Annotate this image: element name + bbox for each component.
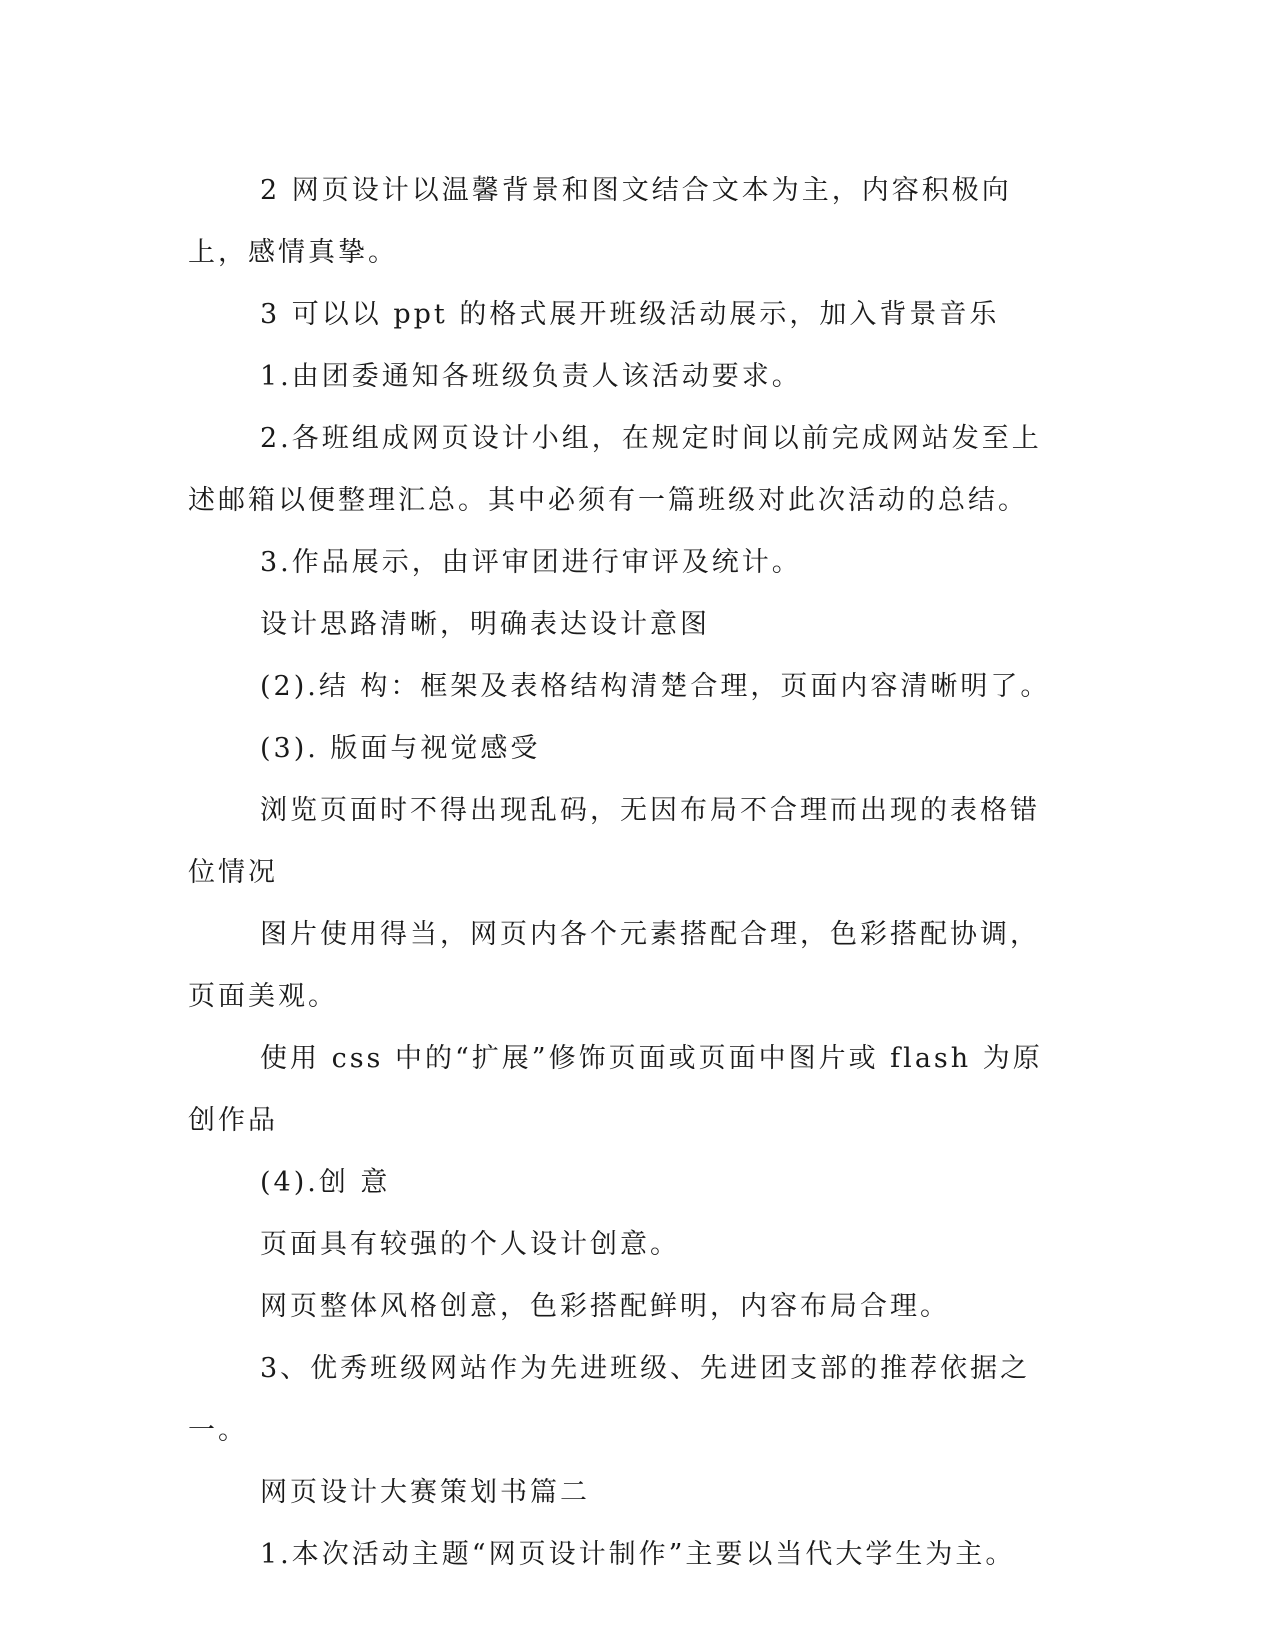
paragraph-recommendation: 3、优秀班级网站作为先进班级、先进团支部的推荐依据之一。 bbox=[188, 1353, 1031, 1446]
paragraph-css: 使用 css 中的“扩展”修饰页面或页面中图片或 flash 为原创作品 bbox=[188, 1043, 1043, 1136]
paragraph-section-title: 网页设计大赛策划书篇二 bbox=[260, 1477, 590, 1508]
paragraph-step-showcase: 3.作品展示，由评审团进行审评及统计。 bbox=[260, 547, 802, 578]
paragraph-creativity-heading: (4).创 意 bbox=[260, 1167, 391, 1198]
paragraph-design-style: 2 网页设计以温馨背景和图文结合文本为主，内容积极向上，感情真挚。 bbox=[188, 175, 1012, 268]
paragraph-ppt-format: 3 可以以 ppt 的格式展开班级活动展示，加入背景音乐 bbox=[260, 299, 1000, 330]
paragraph-images: 图片使用得当，网页内各个元素搭配合理，色彩搭配协调，页面美观。 bbox=[188, 919, 1040, 1012]
paragraph-structure: (2).结 构：框架及表格结构清楚合理，页面内容清晰明了。 bbox=[260, 671, 1051, 702]
paragraph-personal-creativity: 页面具有较强的个人设计创意。 bbox=[260, 1229, 680, 1260]
paragraph-no-garble: 浏览页面时不得出现乱码，无因布局不合理而出现的表格错位情况 bbox=[188, 795, 1040, 888]
paragraph-layout-heading: (3). 版面与视觉感受 bbox=[260, 733, 541, 764]
document-body bbox=[188, 160, 1068, 1586]
paragraph-overall-style: 网页整体风格创意，色彩搭配鲜明，内容布局合理。 bbox=[260, 1291, 950, 1322]
paragraph-step-group: 2.各班组成网页设计小组，在规定时间以前完成网站发至上述邮箱以便整理汇总。其中必须有一篇班级对此次活动的总结。 bbox=[188, 423, 1042, 516]
paragraph-design-idea: 设计思路清晰，明确表达设计意图 bbox=[260, 609, 710, 640]
paragraph-step-notify: 1.由团委通知各班级负责人该活动要求。 bbox=[260, 361, 802, 392]
paragraph-theme: 1.本次活动主题“网页设计制作”主要以当代大学生为主。 bbox=[260, 1539, 1016, 1570]
